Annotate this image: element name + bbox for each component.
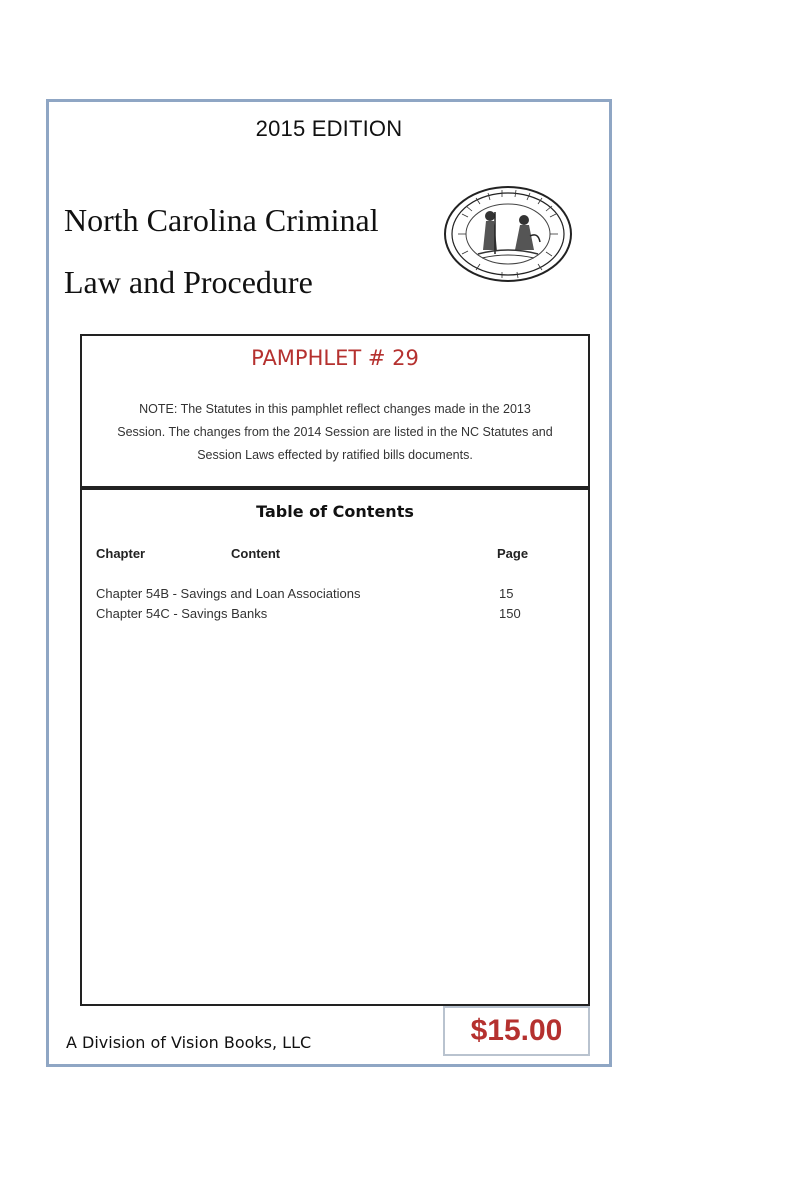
publisher-label: A Division of Vision Books, LLC [66, 1033, 312, 1052]
toc-header-content: Content [231, 546, 281, 561]
toc-row-text: Chapter 54C - Savings Banks [96, 606, 268, 621]
toc-header-page: Page [497, 546, 529, 561]
pamphlet-note-line-2: Session. The changes from the 2014 Session are listed in the NC Statutes and [117, 425, 553, 439]
table-of-contents [80, 488, 590, 1006]
nc-state-seal-icon [442, 184, 574, 284]
toc-header-chapter: Chapter [96, 546, 146, 561]
toc-row [96, 586, 566, 606]
pamphlet-number: PAMPHLET # 29 [251, 346, 419, 370]
book-title-line-2: Law and Procedure [64, 264, 313, 300]
toc-row-page: 150 [499, 606, 521, 621]
toc-row-text: Chapter 54B - Savings and Loan Associations [96, 586, 361, 601]
pamphlet-info-box [80, 334, 590, 488]
pamphlet-note-line-3: Session Laws effected by ratified bills documents. [197, 448, 473, 462]
pamphlet-note-line-1: NOTE: The Statutes in this pamphlet reflect changes made in the 2013 [139, 402, 531, 416]
price-label: $15.00 [470, 1014, 563, 1047]
toc-row [96, 606, 566, 626]
pamphlet-note [96, 398, 574, 467]
toc-title: Table of Contents [256, 502, 414, 521]
price-box [443, 1006, 590, 1056]
book-cover [46, 99, 612, 1067]
toc-row-page: 15 [499, 586, 514, 601]
edition-label: 2015 EDITION [255, 116, 403, 141]
book-title-line-1: North Carolina Criminal [64, 202, 379, 238]
